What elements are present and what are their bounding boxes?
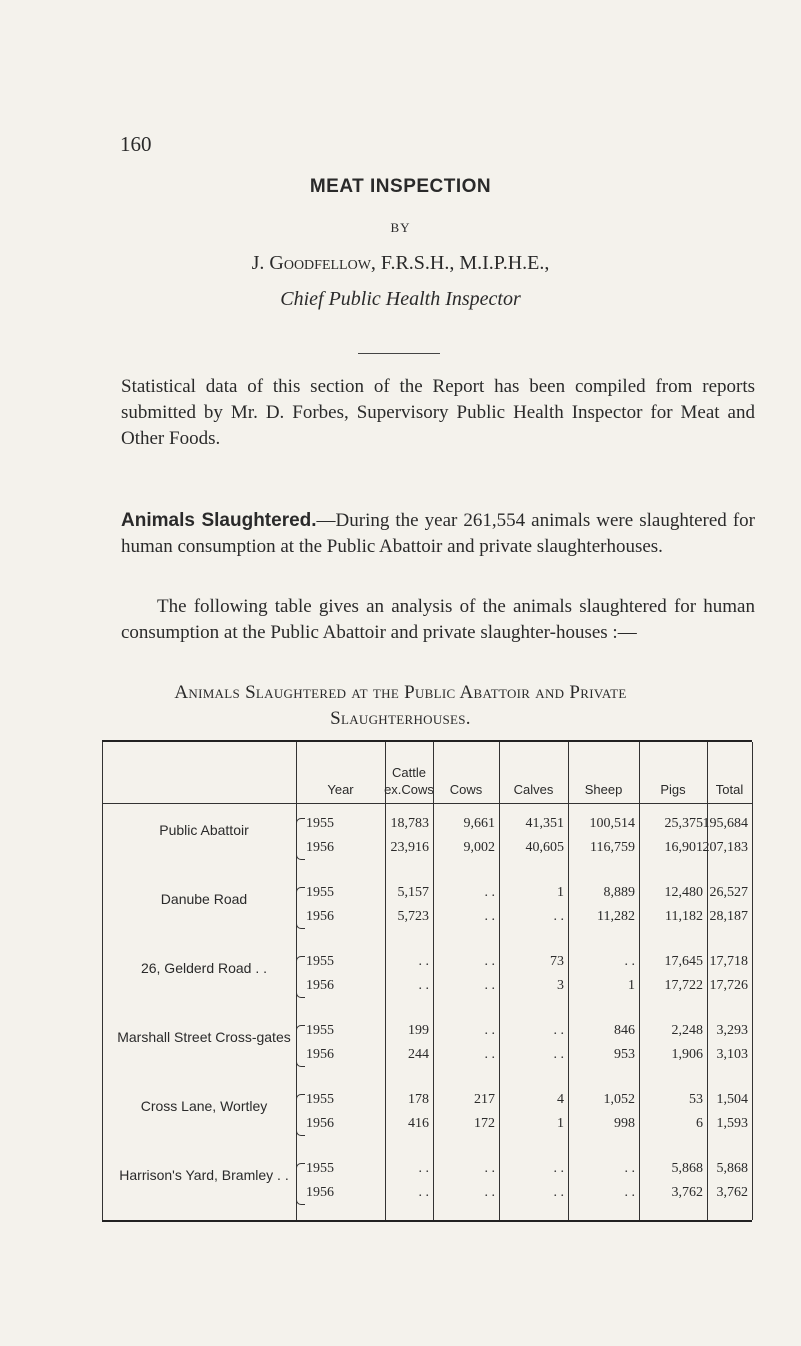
cell-pigs: 53 — [689, 1092, 703, 1107]
cell-cows: 217 — [474, 1092, 495, 1107]
cell-sheep: 998 — [614, 1116, 635, 1131]
cell-total: 3,293 — [716, 1023, 748, 1038]
cell-total: 17,718 — [709, 954, 748, 969]
cell-cattle: 5,723 — [397, 909, 429, 924]
cell-cows: . . — [484, 1047, 495, 1062]
year-cell: 1956 — [306, 1116, 334, 1131]
cell-cattle: 18,783 — [390, 816, 429, 831]
year-brace — [296, 887, 305, 929]
cell-pigs: 3,762 — [671, 1185, 703, 1200]
table-vline — [752, 742, 753, 1220]
site-name: Public Abattoir — [159, 822, 249, 838]
header-pigs: Pigs — [660, 782, 686, 797]
cell-cattle: 244 — [408, 1047, 429, 1062]
table-vline — [385, 742, 386, 1220]
cell-calves: 41,351 — [525, 816, 564, 831]
year-brace — [296, 956, 305, 998]
cell-sheep: 1 — [628, 978, 635, 993]
cell-pigs: 12,480 — [664, 885, 703, 900]
year-brace — [296, 1094, 305, 1136]
cell-calves: 73 — [550, 954, 564, 969]
header-rule — [102, 803, 752, 804]
page-number: 160 — [120, 132, 152, 156]
animals-slaughtered-paragraph — [121, 508, 755, 560]
year-brace — [296, 818, 305, 860]
cell-cattle: . . — [418, 1185, 429, 1200]
cell-pigs: 16,901 — [664, 840, 703, 855]
cell-calves: 1 — [557, 1116, 564, 1131]
cell-cows: . . — [484, 909, 495, 924]
cell-cattle: 178 — [408, 1092, 429, 1107]
cell-calves: 3 — [557, 978, 564, 993]
year-cell: 1955 — [306, 885, 334, 900]
cell-calves: 1 — [557, 885, 564, 900]
cell-cattle: 199 — [408, 1023, 429, 1038]
cell-cows: . . — [484, 978, 495, 993]
table-intro-paragraph: The following table gives an analysis of the animals slaughtered for human consumption at the Public Abattoir and private slaughter-houses :— — [121, 596, 755, 643]
site-name: 26, Gelderd Road . . — [140, 960, 268, 976]
cell-pigs: 5,868 — [671, 1161, 703, 1176]
table-title-line1: Animals Slaughtered at the Public Abattoir and Private — [174, 682, 627, 703]
cell-total: 5,868 — [716, 1161, 748, 1176]
year-cell: 1956 — [306, 1185, 334, 1200]
header-cows: Cows — [449, 782, 483, 797]
cell-total: 3,103 — [716, 1047, 748, 1062]
header-total: Total — [715, 782, 744, 797]
cell-cows: . . — [484, 1023, 495, 1038]
site-name: Danube Road — [160, 891, 248, 907]
cell-cattle: . . — [418, 1161, 429, 1176]
cell-cows: . . — [484, 954, 495, 969]
year-cell: 1956 — [306, 978, 334, 993]
cell-cattle: . . — [418, 954, 429, 969]
cell-pigs: 11,182 — [665, 909, 703, 924]
table-vline — [433, 742, 434, 1220]
cell-cows: . . — [484, 885, 495, 900]
author-role: Chief Public Health Inspector — [280, 288, 521, 310]
cell-cows: . . — [484, 1161, 495, 1176]
cell-total: 3,762 — [716, 1185, 748, 1200]
cell-calves: . . — [553, 1047, 564, 1062]
year-cell: 1955 — [306, 1092, 334, 1107]
cell-sheep: 11,282 — [597, 909, 635, 924]
slaughter-table — [102, 740, 752, 1222]
cell-pigs: 25,375 — [664, 816, 703, 831]
cell-calves: . . — [553, 1185, 564, 1200]
cell-pigs: 1,906 — [671, 1047, 703, 1062]
cell-cows: 172 — [474, 1116, 495, 1131]
table-vline — [568, 742, 569, 1220]
cell-cattle: 5,157 — [397, 885, 429, 900]
cell-total: 1,504 — [716, 1092, 748, 1107]
cell-sheep: 953 — [614, 1047, 635, 1062]
cell-total: 207,183 — [702, 840, 748, 855]
header-calves: Calves — [513, 782, 554, 797]
header-year: Year — [327, 782, 354, 797]
site-name: Marshall Street Cross-gates — [117, 1029, 291, 1045]
year-brace — [296, 1163, 305, 1205]
cell-calves: 40,605 — [525, 840, 564, 855]
cell-cattle: 23,916 — [390, 840, 429, 855]
cell-sheep: . . — [624, 954, 635, 969]
cell-cattle: . . — [418, 978, 429, 993]
year-cell: 1955 — [306, 1161, 334, 1176]
cell-cows: . . — [484, 1185, 495, 1200]
cell-total: 26,527 — [709, 885, 748, 900]
cell-sheep: 1,052 — [603, 1092, 635, 1107]
cell-sheep: 8,889 — [603, 885, 635, 900]
author-name: J. Goodfellow, F.R.S.H., M.I.P.H.E., — [251, 252, 550, 274]
paragraph-body: —During the year 261,554 animals were slaughtered for human consumption at the Public Abattoir and private slaughterhouses. — [121, 510, 755, 557]
cell-calves: 4 — [557, 1092, 564, 1107]
year-cell: 1956 — [306, 909, 334, 924]
table-vline — [102, 742, 103, 1220]
cell-cows: 9,661 — [463, 816, 495, 831]
year-cell: 1956 — [306, 1047, 334, 1062]
cell-pigs: 17,722 — [664, 978, 703, 993]
cell-total: 28,187 — [709, 909, 748, 924]
cell-total: 195,684 — [702, 816, 748, 831]
site-name: Cross Lane, Wortley — [140, 1098, 268, 1114]
header-sheep: Sheep — [584, 782, 623, 797]
cell-pigs: 6 — [696, 1116, 703, 1131]
cell-calves: . . — [553, 909, 564, 924]
byline-label: BY — [390, 220, 411, 235]
cell-calves: . . — [553, 1161, 564, 1176]
header-cattle-ex-cows: Cattle ex.Cows — [384, 765, 434, 797]
cell-sheep: . . — [624, 1161, 635, 1176]
year-brace — [296, 1025, 305, 1067]
paragraph-lead: Animals Slaughtered. — [121, 510, 317, 531]
table-title-line2: Slaughterhouses. — [330, 708, 471, 729]
cell-total: 1,593 — [716, 1116, 748, 1131]
cell-sheep: . . — [624, 1185, 635, 1200]
year-cell: 1955 — [306, 954, 334, 969]
cell-total: 17,726 — [709, 978, 748, 993]
intro-paragraph: Statistical data of this section of the Report has been compiled from reports submitted by Mr. D. Forbes, Supervisory Public Health Inspector for Meat and Other Foods. — [121, 376, 755, 449]
table-vline — [499, 742, 500, 1220]
year-cell: 1955 — [306, 1023, 334, 1038]
table-vline — [639, 742, 640, 1220]
year-cell: 1956 — [306, 840, 334, 855]
cell-sheep: 116,759 — [590, 840, 635, 855]
cell-pigs: 17,645 — [664, 954, 703, 969]
section-title: MEAT INSPECTION — [309, 176, 492, 197]
cell-sheep: 100,514 — [589, 816, 635, 831]
table-title — [0, 680, 801, 732]
year-cell: 1955 — [306, 816, 334, 831]
cell-pigs: 2,248 — [671, 1023, 703, 1038]
cell-sheep: 846 — [614, 1023, 635, 1038]
cell-cattle: 416 — [408, 1116, 429, 1131]
site-name: Harrison's Yard, Bramley . . — [119, 1167, 289, 1183]
cell-calves: . . — [553, 1023, 564, 1038]
table-vline — [707, 742, 708, 1220]
divider — [358, 353, 440, 354]
cell-cows: 9,002 — [463, 840, 495, 855]
